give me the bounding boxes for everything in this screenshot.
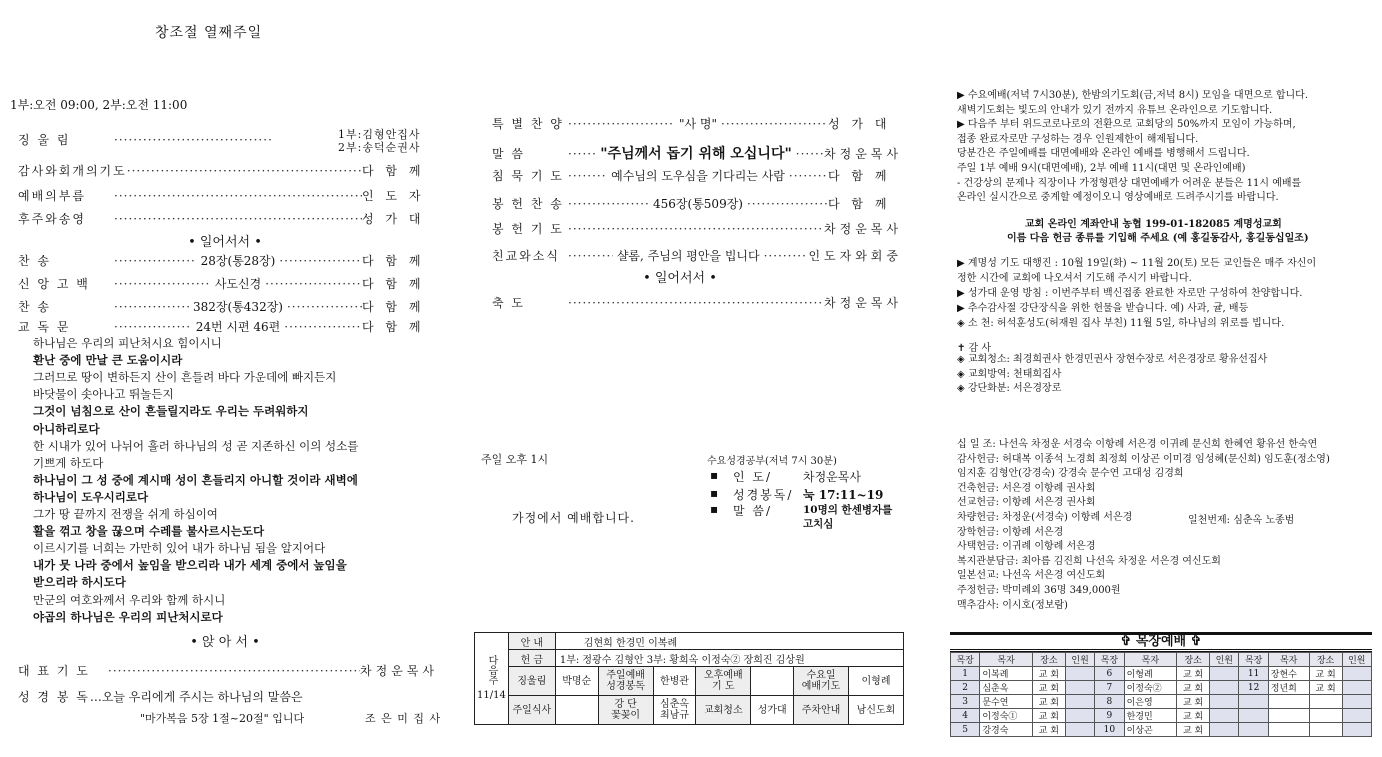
duty-date: 11/14	[477, 690, 506, 701]
group-cell	[1065, 695, 1094, 709]
duty-cell: 박명순	[555, 667, 598, 696]
wednesday-value: 10명의 한센병자를	[803, 504, 893, 516]
afternoon-title: 주일 오후 1시	[481, 453, 549, 466]
duty-cell: 주일예배 성경봉독	[598, 667, 653, 696]
group-cell: 4	[951, 709, 980, 723]
announcement-line: ▶ 추수감사절 강단장식을 위한 헌물을 받습니다. 예) 사과, 귤, 배등	[957, 303, 1249, 314]
reading-line: 하나님은 우리의 피난처시요 힘이시니	[33, 336, 222, 350]
leader-dots	[114, 133, 272, 147]
worship-row-leader: 다 함 께	[362, 300, 425, 314]
group-cell: 3	[951, 695, 980, 709]
worship-row-label: 찬 송	[18, 300, 51, 314]
worship-row	[18, 662, 438, 679]
account-info: 교회 온라인 계좌안내 농협 199-01-182085 계명성교회	[1025, 219, 1282, 230]
bullet-icon: ▪	[710, 502, 719, 516]
group-cell	[1342, 667, 1371, 681]
reading-line: 기쁘게 하도다	[33, 455, 104, 470]
group-cell: 교 회	[1309, 681, 1342, 695]
group-cell	[1065, 709, 1094, 723]
worship-row-leader: 차정운목사	[824, 296, 902, 310]
group-row	[951, 667, 1372, 681]
worship-row-leader: 다 함 께	[828, 169, 891, 183]
offering-line: 복지관분담금: 최아름 김진희 나선옥 차정운 서은경 여신도회	[957, 555, 1221, 567]
scripture-reference: "마가복음 5장 1절~20절" 입니다	[140, 712, 305, 725]
leader-dots	[279, 254, 362, 268]
offering-line: 건축헌금: 서은경 이항례 권사회	[957, 482, 1096, 494]
worship-row-detail: 382장(통432장)	[193, 300, 283, 314]
group-table	[950, 652, 1372, 737]
bullet-icon: ▪	[710, 486, 719, 500]
group-cell	[1210, 723, 1239, 737]
worship-row-detail: 예수님의 도우심을 기다리는 사람	[611, 169, 785, 183]
group-cell	[1239, 695, 1268, 709]
duty-table-wrap	[474, 632, 904, 725]
scripture-reader: 조 은 미 집 사	[365, 712, 442, 725]
group-cell	[1239, 709, 1268, 723]
worship-row-label: 말 씀	[492, 147, 525, 161]
worship-row-detail: 28장(통28장)	[200, 254, 276, 268]
reading-line: 한 시내가 있어 나뉘어 흘러 하나님의 성 곧 지존하신 이의 성소를	[33, 438, 359, 453]
reading-line: 그가 땅 끝까지 전쟁을 쉬게 하심이여	[33, 507, 218, 521]
worship-row	[492, 247, 902, 264]
leader-dots	[114, 254, 197, 268]
group-cell: 이은영	[1124, 695, 1177, 709]
wednesday-title: 수요성경공부(저녁 7시 30분)	[707, 456, 837, 467]
service-times: 1부:오전 09:00, 2부:오전 11:00	[10, 98, 188, 112]
group-cell: 9	[1095, 709, 1124, 723]
group-cell: 한경민	[1124, 709, 1177, 723]
bell-ringer-2: 2부:송덕순권사	[338, 141, 421, 154]
group-cell: 교 회	[1177, 709, 1210, 723]
group-cell: 이복례	[980, 667, 1033, 681]
worship-row	[492, 195, 902, 212]
group-cell: 10	[1095, 723, 1124, 737]
group-cell	[1342, 695, 1371, 709]
group-header-cell: 장소	[1177, 653, 1210, 667]
group-header-cell: 목장	[951, 653, 980, 667]
announcement-line: ▶ 수요예배(저녁 7시30분), 한밤의기도회(금,저녁 8시) 모임을 대면으로 합니다.	[957, 90, 1309, 101]
leader-dots	[114, 189, 362, 203]
duty-cell: 오후예배 기 도	[696, 667, 751, 696]
leader-dots	[568, 147, 596, 161]
group-cell	[1210, 709, 1239, 723]
leader-dots	[568, 296, 824, 310]
group-cell: 이정숙①	[980, 709, 1033, 723]
worship-row-label: 축 도	[492, 296, 525, 310]
reading-line: 그것이 넘침으로 산이 흔들릴지라도 우리는 두려워하지	[33, 404, 309, 419]
worship-row-detail: 사도신경	[214, 277, 262, 291]
worship-row-leader: 차정운목사	[824, 222, 902, 236]
duty-cell	[555, 696, 598, 725]
group-header-cell: 목장	[1095, 653, 1124, 667]
group-cell: 교 회	[1177, 667, 1210, 681]
reading-line: 바닷물이 솟아나고 뛰놀든지	[33, 387, 174, 402]
thanks-line: ◈ 교회방역: 천태희집사	[957, 368, 1062, 380]
worship-row-label: 찬 송	[18, 254, 51, 268]
group-cell: 8	[1095, 695, 1124, 709]
thanks-title: ✝ 감 사	[957, 343, 992, 354]
leader-dots	[721, 117, 828, 131]
worship-row-label: 후주와송영	[18, 212, 86, 226]
duty-cell: 수요일 예배기도	[794, 667, 849, 696]
group-cell: 정년희	[1268, 681, 1309, 695]
group-cell: 이형례	[1124, 667, 1177, 681]
bell-ringer-1: 1부:김형안집사	[338, 128, 421, 141]
leader-dots	[287, 300, 362, 314]
announcement-line: 새벽기도회는 빛도의 안내가 있기 전까지 유튜브 온라인으로 기도합니다.	[957, 104, 1273, 116]
offering-line: 차량헌금: 차정운(서경숙) 이항례 서은경	[957, 512, 1133, 523]
duty-cell: 한병관	[653, 667, 696, 696]
wednesday-value: 차정운목사	[803, 470, 861, 484]
leader-dots	[747, 197, 828, 211]
group-cell: 11	[1239, 667, 1268, 681]
offering-label: 헌 금	[508, 650, 555, 667]
group-worship-title: ✞ 목장예배 ✞	[950, 632, 1372, 652]
worship-row	[18, 187, 438, 204]
worship-row	[18, 252, 438, 269]
leader-dots	[764, 249, 809, 263]
worship-row	[18, 162, 438, 179]
stand-up-marker-2: • 일어서서 •	[643, 271, 717, 286]
group-cell: 2	[951, 681, 980, 695]
worship-row-label: 봉 헌 기 도	[492, 222, 564, 236]
wednesday-key: 말 씀/	[733, 504, 773, 518]
group-cell: 6	[1095, 667, 1124, 681]
worship-row-detail: 샬롬, 주님의 평안을 빕니다	[616, 249, 760, 263]
group-row	[951, 709, 1372, 723]
worship-row-label: 교 독 문	[18, 320, 71, 334]
worship-row-leader: 다 함 께	[828, 197, 891, 211]
group-cell	[1268, 695, 1309, 709]
worship-row-label: 신 앙 고 백	[18, 277, 90, 291]
worship-row	[492, 294, 902, 311]
duty-cell: 심춘옥 최남규	[653, 696, 696, 725]
worship-row	[18, 210, 438, 227]
group-cell: 문수연	[980, 695, 1033, 709]
group-cell	[1268, 709, 1309, 723]
group-cell	[1309, 695, 1342, 709]
wednesday-value: 눅 17:11~19	[803, 488, 884, 502]
worship-row-leader: 다 함 께	[362, 164, 425, 178]
worship-row-leader: 인도자와회중	[808, 249, 902, 263]
group-cell	[1239, 723, 1268, 737]
worship-row-detail: 456장(통509장)	[653, 197, 743, 211]
leader-dots	[789, 169, 828, 183]
offering-line: 맥추감사: 이시호(정보람)	[957, 599, 1068, 611]
group-cell: 장현수	[1268, 667, 1309, 681]
group-cell: 강경숙	[980, 723, 1033, 737]
worship-row	[492, 143, 902, 163]
reading-line: 아니하리로다	[33, 421, 100, 436]
leader-dots	[796, 147, 824, 161]
leader-dots	[568, 197, 649, 211]
duty-cell: 교회청소	[696, 696, 751, 725]
group-cell: 심춘옥	[980, 681, 1033, 695]
offering-value: 1부: 정광수 김형안 3부: 황희옥 이정숙② 장희진 김상원	[555, 650, 903, 667]
group-cell: 교 회	[1309, 667, 1342, 681]
group-cell	[1065, 723, 1094, 737]
group-cell	[1210, 681, 1239, 695]
group-cell: 5	[951, 723, 980, 737]
group-cell	[1342, 709, 1371, 723]
worship-row-label: 침 묵 기 도	[492, 169, 564, 183]
worship-row	[18, 131, 340, 148]
group-header-cell: 장소	[1032, 653, 1065, 667]
leader-dots	[568, 169, 607, 183]
reading-line: 하나님이 그 성 중에 계시매 성이 흔들리지 아니할 것이라 새벽에	[33, 472, 358, 487]
group-table-header	[951, 653, 1372, 667]
group-cell: 교 회	[1177, 681, 1210, 695]
thanks-line: ◈ 교회청소: 최경희권사 한경민권사 장현수장로 서은경장로 황유선집사	[957, 354, 1268, 365]
reading-line: 하나님이 도우시리로다	[33, 489, 149, 504]
group-header-cell: 목자	[980, 653, 1033, 667]
offering-line: 선교헌금: 이항례 서은경 권사회	[957, 497, 1096, 509]
group-cell: 교 회	[1032, 667, 1065, 681]
duty-cell: 남신도회	[848, 696, 903, 725]
reading-line: 만군의 여호와께서 우리와 함께 하시니	[33, 592, 226, 607]
group-cell	[1342, 723, 1371, 737]
group-row	[951, 681, 1372, 695]
worship-row-leader: 다 함 께	[362, 277, 425, 291]
group-header-cell: 목자	[1268, 653, 1309, 667]
group-cell	[1309, 709, 1342, 723]
duty-cell: 성가대	[751, 696, 794, 725]
announcement-line: 당분간은 주일예배를 대면예배와 온라인 예배를 병행해서 드립니다.	[957, 148, 1250, 160]
duty-cell: 징울림	[508, 667, 555, 696]
announcement-line: 접종 완료자로만 구성하는 경우 인원제한이 해제됩니다.	[957, 133, 1199, 145]
bulletin-title: 창조절 열째주일	[155, 25, 263, 41]
group-header-cell: 인원	[1342, 653, 1371, 667]
leader-dots	[284, 320, 362, 334]
duty-cell: 강 단 꽃꽂이	[598, 696, 653, 725]
reading-line: 환난 중에 만날 큰 도움이시라	[33, 353, 183, 368]
group-cell: 교 회	[1177, 723, 1210, 737]
scripture-reading-text: …오늘 우리에게 주시는 하나님의 말씀은	[89, 690, 303, 704]
worship-row-label: 친교와소식	[492, 249, 560, 263]
announcement-line: 온라인 실시간으로 중계할 예정이오니 영상예배로 드려주시기를 바랍니다.	[957, 192, 1279, 204]
announcement-line: ▶ 다음주 부터 위드코로나로의 전환으로 교회당의 50%까지 모임이 가능하며,	[957, 119, 1296, 131]
sit-down-marker: • 앉 아 서 •	[190, 635, 260, 650]
duty-table	[474, 632, 904, 725]
worship-row-leader: 인 도 자	[362, 189, 425, 203]
group-cell	[1065, 667, 1094, 681]
reading-line: 야곱의 하나님은 우리의 피난처시로다	[33, 609, 223, 624]
announcement-line: ▶ 계명성 기도 대행진 : 10월 19일(화) ~ 11월 20(토) 모든 교인들은 매주 자신이	[957, 258, 1317, 269]
leader-dots	[114, 300, 189, 314]
wednesday-key: 인 도/	[733, 470, 773, 484]
group-cell: 이정숙②	[1124, 681, 1177, 695]
group-table-body	[951, 667, 1372, 737]
group-cell: 12	[1239, 681, 1268, 695]
worship-row-label: 징 울 림	[18, 133, 71, 147]
group-header-cell: 인원	[1065, 653, 1094, 667]
duty-cell: 주일식사	[508, 696, 555, 725]
worship-row-leader: 성 가 대	[362, 212, 425, 226]
worship-row-leader: 차정운목사	[824, 147, 902, 161]
wednesday-value: 고치심	[803, 518, 834, 530]
duty-cell	[751, 667, 794, 696]
announcement-line: ▶ 성가대 운영 방침 : 이번주부터 백신접종 완료한 자로만 구성하여 찬양합니다.	[957, 288, 1303, 299]
worship-row	[492, 115, 902, 132]
leader-dots	[265, 277, 362, 291]
scripture-reading-row	[18, 688, 438, 705]
thanks-line: ◈ 강단화분: 서은경장로	[957, 383, 1062, 394]
afternoon-text: 가정에서 예배합니다.	[512, 511, 635, 525]
group-cell: 교 회	[1032, 695, 1065, 709]
worship-row	[18, 318, 438, 335]
leader-dots	[114, 320, 192, 334]
worship-row-leader: 다 함 께	[362, 320, 425, 334]
reading-line: 활을 꺾고 창을 끊으며 수레를 불사르시는도다	[33, 524, 265, 539]
leader-dots	[108, 664, 360, 678]
leader-dots	[568, 222, 824, 236]
first-gift: 일천번제: 심춘옥 노종범	[1188, 515, 1295, 526]
worship-row	[18, 275, 438, 292]
group-cell: 7	[1095, 681, 1124, 695]
group-header-cell: 인원	[1210, 653, 1239, 667]
worship-row-detail: "주님께서 돕기 위해 오십니다"	[600, 146, 792, 162]
offering-line: 사택헌금: 이귀례 이항례 서은경	[957, 541, 1096, 553]
worship-row-detail: 24번 시편 46편	[195, 320, 281, 334]
group-cell: 교 회	[1032, 681, 1065, 695]
scripture-reading-label: 성 경 봉 독	[18, 690, 90, 704]
account-instruction: 이름 다음 헌금 종류를 기입해 주세요 (예 홍길동감사, 홍길동십일조)	[1007, 233, 1309, 244]
announcement-line: ◈ 소 천: 허석훈성도(허재원 집사 부친) 11월 5일, 하나님의 위로를 빕니다.	[957, 318, 1285, 329]
group-cell	[1210, 667, 1239, 681]
reading-line: 그러므로 땅이 변하든지 산이 흔들려 바다 가운데에 빠지든지	[33, 370, 337, 385]
group-header-cell: 목자	[1124, 653, 1177, 667]
worship-row-leader: 차정운목사	[360, 664, 438, 678]
group-row	[951, 723, 1372, 737]
duty-side-label	[475, 633, 509, 725]
worship-row-leader: 성 가 대	[828, 117, 891, 131]
offering-line: 임지훈 김형안(강경숙) 강경숙 문수연 고대성 김경희	[957, 468, 1184, 480]
offering-line: 장학헌금: 이항례 서은경	[957, 526, 1064, 538]
leader-dots	[568, 117, 675, 131]
duty-row	[475, 696, 904, 725]
offering-line: 주정헌금: 박미례외 36명 349,000원	[957, 585, 1121, 596]
leader-dots	[114, 212, 362, 226]
duty-cell: 이형례	[848, 667, 903, 696]
group-cell	[1210, 695, 1239, 709]
reading-line: 내가 뭇 나라 중에서 높임을 받으리라 내가 세계 중에서 높임을	[33, 558, 347, 573]
offering-line: 일본선교: 나선옥 서은경 여신도회	[957, 570, 1106, 582]
bullet-icon: ▪	[710, 468, 719, 482]
group-cell	[1268, 723, 1309, 737]
worship-row	[18, 298, 438, 315]
reading-line: 받으리라 하시도다	[33, 575, 126, 590]
worship-row-label: 감사와회개의기도	[18, 164, 127, 178]
worship-row	[492, 220, 902, 237]
group-cell	[1065, 681, 1094, 695]
group-cell: 1	[951, 667, 980, 681]
worship-row-label: 봉 헌 찬 송	[492, 197, 564, 211]
group-worship	[950, 632, 1372, 737]
group-cell: 교 회	[1032, 723, 1065, 737]
group-header-cell: 목장	[1239, 653, 1268, 667]
worship-row-detail: "사 명"	[678, 117, 718, 131]
group-cell: 교 회	[1032, 709, 1065, 723]
worship-row-leader: 다 함 께	[362, 254, 425, 268]
offering-line: 감사헌금: 허대복 이종석 노경희 최정희 이상곤 이미경 임성혜(문신희) 임도훈(정소영)	[957, 453, 1330, 465]
leader-dots	[114, 277, 211, 291]
group-cell	[1309, 723, 1342, 737]
group-cell: 교 회	[1177, 695, 1210, 709]
offering-line: 십 일 조: 나선옥 차정운 서경숙 이항례 서은경 이귀례 문신희 한혜연 황유선 한숙연	[957, 439, 1318, 450]
worship-row-label: 예배의부름	[18, 189, 86, 203]
duty-row	[475, 667, 904, 696]
group-cell	[1342, 681, 1371, 695]
worship-row-label: 특 별 찬 양	[492, 117, 564, 131]
group-header-cell: 장소	[1309, 653, 1342, 667]
wednesday-key: 성경봉독/	[733, 488, 794, 502]
leader-dots	[568, 249, 613, 263]
leader-dots	[127, 164, 362, 178]
group-row	[951, 695, 1372, 709]
group-cell: 이상곤	[1124, 723, 1177, 737]
worship-row	[492, 167, 902, 184]
guide-label: 안 내	[508, 633, 555, 650]
duty-side-text: 다음주	[485, 655, 497, 685]
duty-cell: 주차안내	[794, 696, 849, 725]
guide-value: 김현희 한경민 이복례	[555, 633, 903, 650]
announcement-line: 정한 시간에 교회에 나오셔서 기도해 주시기 바랍니다.	[957, 273, 1192, 284]
announcement-line: 주일 1부 예배 9시(대면예배), 2부 예배 11시(대면 및 온라인예배)	[957, 163, 1246, 174]
reading-line: 이르시기를 너희는 가만히 있어 내가 하나님 됨을 알지어다	[33, 541, 326, 556]
stand-up-marker: • 일어서서 •	[188, 235, 262, 250]
worship-row-label: 대 표 기 도	[18, 664, 90, 678]
announcement-line: - 건강상의 문제나 직장이나 가정형편상 대면예배가 어려운 분들은 11시 예배를	[957, 177, 1302, 189]
